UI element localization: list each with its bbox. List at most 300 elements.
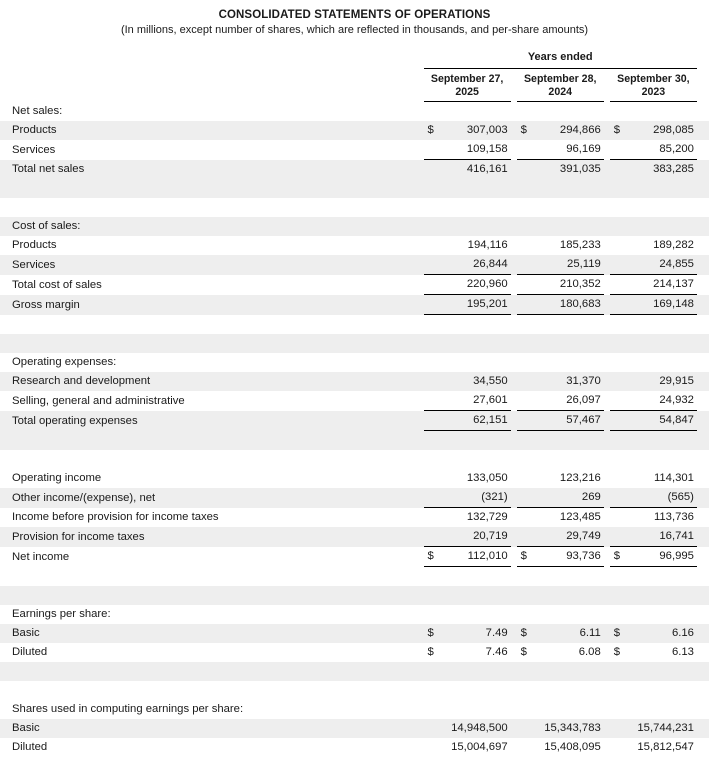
- value-text: 6.13: [610, 643, 697, 662]
- row-value-col-2: [610, 372, 697, 391]
- row-tail: [697, 372, 709, 391]
- row-value-col-0: [424, 353, 511, 372]
- table-spacer-row: [0, 431, 709, 450]
- column-header-2-line2: 2023: [610, 86, 697, 99]
- row-label: Basic: [0, 624, 418, 643]
- row-value-col-2: [610, 567, 697, 586]
- value-text: [424, 681, 511, 700]
- row-value-col-0: [424, 624, 511, 643]
- value-text: [424, 217, 511, 236]
- currency-symbol: $: [428, 624, 434, 643]
- row-value-col-1: [517, 431, 604, 450]
- table-header: [0, 50, 709, 102]
- value-text: [424, 700, 511, 719]
- table-row: [0, 547, 709, 567]
- row-tail: [697, 255, 709, 275]
- row-label: Gross margin: [0, 295, 418, 315]
- table-row: [0, 508, 709, 527]
- header-tail: [697, 50, 709, 66]
- value-text: [424, 334, 511, 353]
- row-value-col-0: [424, 140, 511, 160]
- row-value-col-2: [610, 334, 697, 353]
- value-text: 20,719: [424, 527, 511, 547]
- row-value-col-1: [517, 372, 604, 391]
- value-text: 15,343,783: [517, 719, 604, 738]
- value-text: 109,158: [424, 140, 511, 160]
- value-text: [517, 315, 604, 334]
- column-header-0: [424, 73, 511, 102]
- value-text: [517, 450, 604, 469]
- column-header-0-line2: 2025: [424, 86, 511, 99]
- value-text: 112,010: [424, 547, 511, 567]
- row-value-col-1: [517, 255, 604, 275]
- row-value-col-1: [517, 334, 604, 353]
- table-row: [0, 643, 709, 662]
- table-body: [0, 102, 709, 757]
- currency-symbol: $: [521, 121, 527, 140]
- row-tail: [697, 586, 709, 605]
- row-value-col-0: [424, 662, 511, 681]
- row-label: [0, 198, 418, 217]
- column-header-1-line1: September 28,: [517, 73, 604, 86]
- value-text: [424, 567, 511, 586]
- row-value-col-1: [517, 217, 604, 236]
- row-tail: [697, 179, 709, 198]
- row-value-col-1: [517, 411, 604, 431]
- value-text: [610, 315, 697, 334]
- currency-symbol: $: [521, 547, 527, 566]
- row-value-col-1: [517, 450, 604, 469]
- row-tail: [697, 198, 709, 217]
- row-label: [0, 315, 418, 334]
- value-text: [424, 198, 511, 217]
- row-label: Operating income: [0, 469, 418, 488]
- value-text: 133,050: [424, 469, 511, 488]
- table-row: [0, 236, 709, 255]
- value-text: [517, 586, 604, 605]
- value-text: 14,948,500: [424, 719, 511, 738]
- currency-symbol: $: [614, 121, 620, 140]
- row-value-col-2: [610, 586, 697, 605]
- table-row: [0, 217, 709, 236]
- row-value-col-1: [517, 160, 604, 179]
- value-text: (565): [610, 488, 697, 508]
- row-value-col-2: [610, 469, 697, 488]
- row-value-col-1: [517, 121, 604, 140]
- table-row: [0, 121, 709, 140]
- value-text: [517, 198, 604, 217]
- row-value-col-2: [610, 624, 697, 643]
- row-label: Income before provision for income taxes: [0, 508, 418, 527]
- value-text: 123,216: [517, 469, 604, 488]
- row-tail: [697, 102, 709, 122]
- row-label: Cost of sales:: [0, 217, 418, 236]
- table-row: [0, 527, 709, 547]
- row-value-col-1: [517, 295, 604, 315]
- value-text: [517, 431, 604, 450]
- row-label: Net sales:: [0, 102, 418, 122]
- currency-symbol: $: [428, 547, 434, 566]
- table-row: [0, 488, 709, 508]
- value-text: 27,601: [424, 391, 511, 411]
- value-text: 114,301: [610, 469, 697, 488]
- table-spacer-row: [0, 315, 709, 334]
- row-value-col-2: [610, 160, 697, 179]
- table-row: [0, 353, 709, 372]
- row-tail: [697, 315, 709, 334]
- table-spacer-row: [0, 334, 709, 353]
- row-tail: [697, 217, 709, 236]
- value-text: [610, 198, 697, 217]
- value-text: 29,915: [610, 372, 697, 391]
- value-text: 294,866: [517, 121, 604, 140]
- value-text: [517, 334, 604, 353]
- row-value-col-1: [517, 527, 604, 547]
- column-header-0-line1: September 27,: [424, 73, 511, 86]
- value-text: 6.11: [517, 624, 604, 643]
- row-value-col-2: [610, 643, 697, 662]
- row-value-col-0: [424, 567, 511, 586]
- currency-symbol: $: [614, 624, 620, 643]
- row-value-col-0: [424, 488, 511, 508]
- table-row: [0, 295, 709, 315]
- table-spacer-row: [0, 567, 709, 586]
- value-text: 189,282: [610, 236, 697, 255]
- table-row: [0, 719, 709, 738]
- value-text: [424, 102, 511, 121]
- row-tail: [697, 488, 709, 508]
- value-text: [517, 567, 604, 586]
- row-label: Services: [0, 140, 418, 160]
- row-value-col-2: [610, 353, 697, 372]
- value-text: 26,844: [424, 255, 511, 275]
- value-text: 214,137: [610, 275, 697, 295]
- value-text: 62,151: [424, 411, 511, 431]
- row-label: [0, 334, 418, 353]
- value-text: 298,085: [610, 121, 697, 140]
- value-text: 54,847: [610, 411, 697, 431]
- value-text: 185,233: [517, 236, 604, 255]
- value-text: 24,932: [610, 391, 697, 411]
- column-header-2-line1: September 30,: [610, 73, 697, 86]
- value-text: 132,729: [424, 508, 511, 527]
- row-value-col-2: [610, 315, 697, 334]
- value-text: 123,485: [517, 508, 604, 527]
- row-value-col-2: [610, 275, 697, 295]
- table-row: [0, 391, 709, 411]
- table-row: [0, 140, 709, 160]
- row-tail: [697, 121, 709, 140]
- row-value-col-2: [610, 605, 697, 624]
- income-statement-table: [0, 50, 709, 757]
- row-value-col-0: [424, 255, 511, 275]
- row-tail: [697, 160, 709, 179]
- value-text: 26,097: [517, 391, 604, 411]
- row-value-col-0: [424, 295, 511, 315]
- value-text: 34,550: [424, 372, 511, 391]
- row-value-col-2: [610, 508, 697, 527]
- row-value-col-2: [610, 295, 697, 315]
- row-value-col-0: [424, 411, 511, 431]
- row-value-col-0: [424, 236, 511, 255]
- row-value-col-1: [517, 198, 604, 217]
- row-value-col-1: [517, 547, 604, 567]
- row-value-col-2: [610, 488, 697, 508]
- row-value-col-2: [610, 121, 697, 140]
- row-value-col-2: [610, 217, 697, 236]
- value-text: [424, 450, 511, 469]
- row-value-col-1: [517, 391, 604, 411]
- row-value-col-1: [517, 179, 604, 198]
- row-value-col-1: [517, 488, 604, 508]
- row-value-col-1: [517, 605, 604, 624]
- value-text: 220,960: [424, 275, 511, 295]
- row-tail: [697, 662, 709, 681]
- row-value-col-1: [517, 719, 604, 738]
- row-value-col-2: [610, 431, 697, 450]
- row-label: [0, 662, 418, 681]
- row-value-col-1: [517, 700, 604, 719]
- value-text: [610, 662, 697, 681]
- table-row: [0, 700, 709, 719]
- value-text: [424, 353, 511, 372]
- row-value-col-1: [517, 140, 604, 160]
- row-value-col-2: [610, 391, 697, 411]
- column-header-2: [610, 73, 697, 102]
- value-text: [424, 586, 511, 605]
- row-value-col-0: [424, 334, 511, 353]
- table-row: [0, 275, 709, 295]
- row-tail: [697, 334, 709, 353]
- value-text: [424, 315, 511, 334]
- row-value-col-0: [424, 391, 511, 411]
- row-tail: [697, 295, 709, 315]
- row-tail: [697, 508, 709, 527]
- row-value-col-2: [610, 662, 697, 681]
- value-text: [517, 662, 604, 681]
- row-label: Shares used in computing earnings per share:: [0, 700, 418, 719]
- value-text: 96,169: [517, 140, 604, 160]
- value-text: [610, 605, 697, 624]
- value-text: [610, 586, 697, 605]
- value-text: [517, 102, 604, 121]
- currency-symbol: $: [521, 624, 527, 643]
- row-label: Other income/(expense), net: [0, 488, 418, 508]
- row-value-col-0: [424, 121, 511, 140]
- value-text: [517, 681, 604, 700]
- value-text: [610, 334, 697, 353]
- currency-symbol: $: [614, 547, 620, 566]
- row-tail: [697, 411, 709, 431]
- row-tail: [697, 353, 709, 372]
- value-text: 7.49: [424, 624, 511, 643]
- row-tail: [697, 547, 709, 567]
- value-text: 195,201: [424, 295, 511, 315]
- row-value-col-2: [610, 236, 697, 255]
- value-text: [517, 353, 604, 372]
- value-text: 15,408,095: [517, 738, 604, 757]
- row-value-col-2: [610, 102, 697, 122]
- row-label: Total operating expenses: [0, 411, 418, 431]
- value-text: 57,467: [517, 411, 604, 431]
- row-value-col-0: [424, 315, 511, 334]
- table-row: [0, 605, 709, 624]
- row-tail: [697, 391, 709, 411]
- row-value-col-0: [424, 179, 511, 198]
- table-row: [0, 624, 709, 643]
- page-subtitle: (In millions, except number of shares, which are reflected in thousands, and per-share amounts): [0, 21, 709, 36]
- row-value-col-2: [610, 719, 697, 738]
- row-label: Net income: [0, 547, 418, 567]
- row-label: Selling, general and administrative: [0, 391, 418, 411]
- value-text: 269: [517, 488, 604, 508]
- row-value-col-1: [517, 102, 604, 122]
- value-text: [517, 605, 604, 624]
- row-value-col-0: [424, 102, 511, 122]
- currency-symbol: $: [428, 643, 434, 662]
- value-text: [610, 217, 697, 236]
- row-value-col-0: [424, 469, 511, 488]
- row-value-col-1: [517, 738, 604, 757]
- value-text: [610, 179, 697, 198]
- row-value-col-1: [517, 469, 604, 488]
- value-text: 15,744,231: [610, 719, 697, 738]
- row-value-col-0: [424, 275, 511, 295]
- header-date-row: [0, 73, 709, 102]
- table-row: [0, 738, 709, 757]
- row-tail: [697, 527, 709, 547]
- row-value-col-0: [424, 372, 511, 391]
- value-text: 180,683: [517, 295, 604, 315]
- years-ended-label: Years ended: [424, 50, 697, 66]
- value-text: [424, 662, 511, 681]
- row-value-col-0: [424, 605, 511, 624]
- currency-symbol: $: [428, 121, 434, 140]
- value-text: 15,004,697: [424, 738, 511, 757]
- row-tail: [697, 700, 709, 719]
- row-value-col-2: [610, 140, 697, 160]
- currency-symbol: $: [614, 643, 620, 662]
- row-value-col-0: [424, 681, 511, 700]
- value-text: 29,749: [517, 527, 604, 547]
- row-value-col-1: [517, 353, 604, 372]
- value-text: [610, 700, 697, 719]
- row-value-col-0: [424, 198, 511, 217]
- row-label: Research and development: [0, 372, 418, 391]
- currency-symbol: $: [521, 643, 527, 662]
- value-text: 307,003: [424, 121, 511, 140]
- table-row: [0, 160, 709, 179]
- row-value-col-0: [424, 217, 511, 236]
- row-label: Basic: [0, 719, 418, 738]
- row-value-col-1: [517, 236, 604, 255]
- value-text: 194,116: [424, 236, 511, 255]
- row-tail: [697, 643, 709, 662]
- row-value-col-0: [424, 431, 511, 450]
- row-value-col-2: [610, 255, 697, 275]
- row-value-col-2: [610, 738, 697, 757]
- row-value-col-1: [517, 586, 604, 605]
- value-text: (321): [424, 488, 511, 508]
- row-label: Provision for income taxes: [0, 527, 418, 547]
- table-spacer-row: [0, 681, 709, 700]
- row-value-col-1: [517, 567, 604, 586]
- row-value-col-1: [517, 643, 604, 662]
- row-label: [0, 681, 418, 700]
- row-label: Earnings per share:: [0, 605, 418, 624]
- value-text: [610, 681, 697, 700]
- row-value-col-0: [424, 700, 511, 719]
- row-label: [0, 431, 418, 450]
- value-text: 25,119: [517, 255, 604, 275]
- row-value-col-2: [610, 681, 697, 700]
- row-tail: [697, 681, 709, 700]
- row-tail: [697, 450, 709, 469]
- table-spacer-row: [0, 586, 709, 605]
- row-value-col-1: [517, 508, 604, 527]
- value-text: [610, 431, 697, 450]
- value-text: [517, 700, 604, 719]
- row-value-col-2: [610, 411, 697, 431]
- value-text: [424, 605, 511, 624]
- value-text: [610, 450, 697, 469]
- row-label: [0, 179, 418, 198]
- row-label: Diluted: [0, 738, 418, 757]
- row-value-col-0: [424, 586, 511, 605]
- date-label-spacer: [0, 73, 418, 102]
- row-value-col-0: [424, 508, 511, 527]
- row-label: Total cost of sales: [0, 275, 418, 295]
- table-spacer-row: [0, 662, 709, 681]
- value-text: [424, 179, 511, 198]
- row-label: [0, 586, 418, 605]
- value-text: 16,741: [610, 527, 697, 547]
- row-value-col-2: [610, 450, 697, 469]
- value-text: 416,161: [424, 160, 511, 179]
- row-value-col-1: [517, 681, 604, 700]
- row-tail: [697, 624, 709, 643]
- row-tail: [697, 236, 709, 255]
- row-tail: [697, 605, 709, 624]
- value-text: 6.08: [517, 643, 604, 662]
- row-value-col-0: [424, 719, 511, 738]
- value-text: [424, 431, 511, 450]
- row-label: Services: [0, 255, 418, 275]
- row-label: [0, 450, 418, 469]
- value-text: [610, 353, 697, 372]
- column-header-1-line2: 2024: [517, 86, 604, 99]
- row-value-col-1: [517, 315, 604, 334]
- value-text: [517, 217, 604, 236]
- date-tail: [697, 73, 709, 102]
- table-row: [0, 372, 709, 391]
- row-label: Operating expenses:: [0, 353, 418, 372]
- table-row: [0, 411, 709, 431]
- value-text: 391,035: [517, 160, 604, 179]
- value-text: 31,370: [517, 372, 604, 391]
- table-row: [0, 469, 709, 488]
- table-spacer-row: [0, 450, 709, 469]
- row-tail: [697, 719, 709, 738]
- row-label: Products: [0, 236, 418, 255]
- value-text: [517, 179, 604, 198]
- row-value-col-0: [424, 547, 511, 567]
- row-value-col-1: [517, 662, 604, 681]
- column-header-1: [517, 73, 604, 102]
- table-row: [0, 102, 709, 122]
- table-row: [0, 255, 709, 275]
- header-label-spacer: [0, 50, 418, 66]
